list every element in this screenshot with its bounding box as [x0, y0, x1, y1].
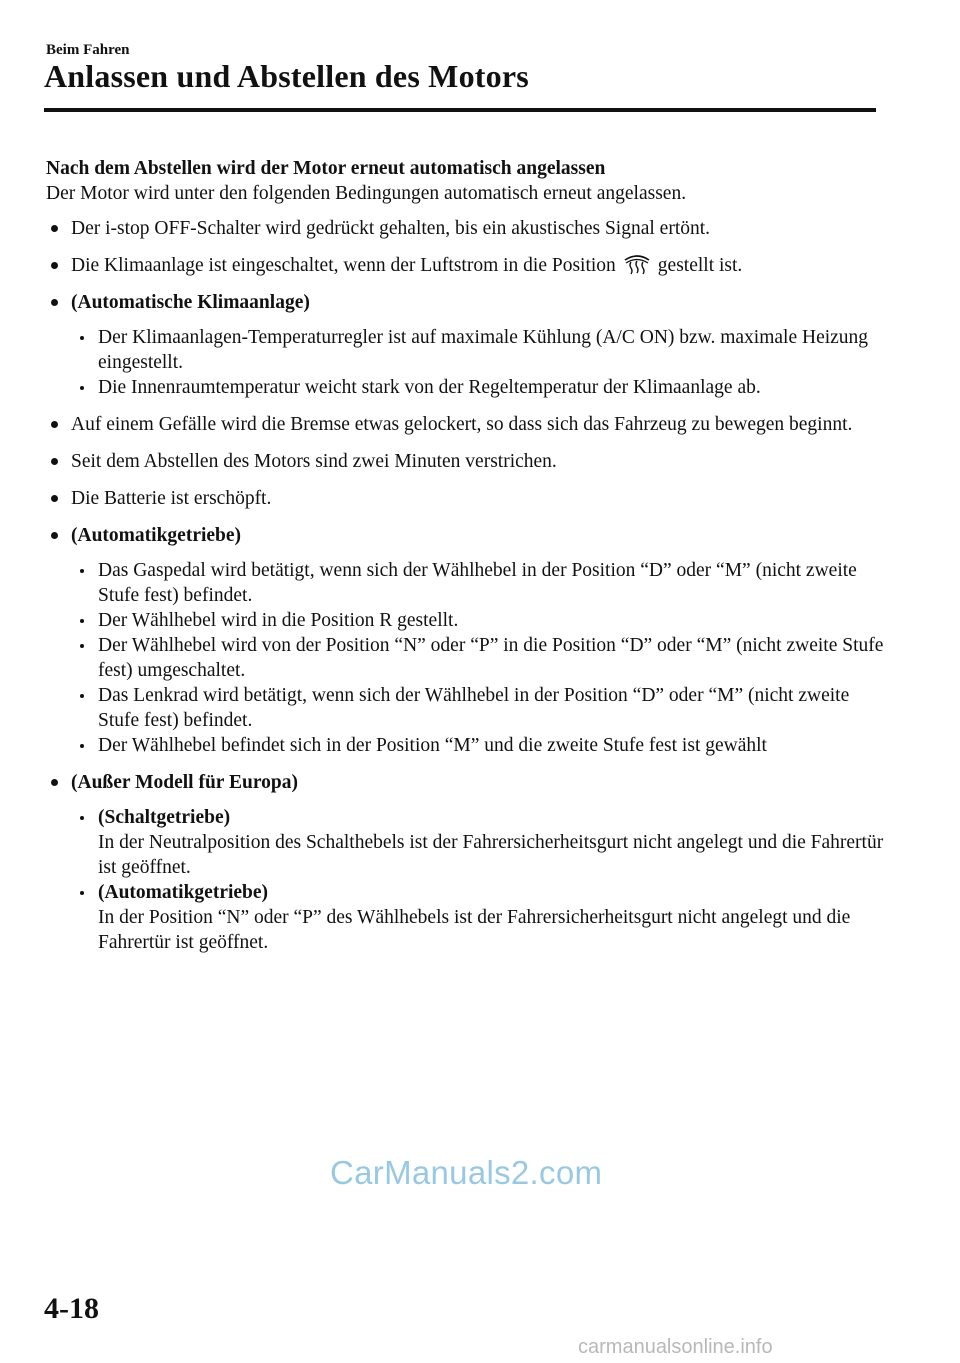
footer-watermark: carmanualsonline.info [578, 1336, 773, 1358]
watermark-logo: CarManuals2.com [330, 1154, 603, 1191]
sub-list [71, 558, 886, 758]
list-item [46, 770, 886, 955]
windshield-defrost-icon [622, 253, 652, 275]
sub-list-item-text: In der Neutralposition des Schalthebels ist der Fahrersicherheitsgurt nicht angelegt und die Fahrertür ist geöffnet. [98, 832, 884, 878]
list-item [46, 253, 886, 278]
list-item-text: Die Klimaanlage ist eingeschaltet, wenn der Luftstrom in die Position [71, 255, 616, 276]
sub-list-item: Der Klimaanlagen-Temperaturregler ist auf maximale Kühlung (A/C ON) bzw. maximale Heizung eingestellt. [71, 325, 886, 375]
list-item [46, 486, 886, 511]
sub-list-item [71, 805, 886, 880]
list-item [46, 449, 886, 474]
sub-list-item: Der Wählhebel wird von der Position “N” oder “P” in die Position “D” oder “M” (nicht zweite Stufe fest) umgeschaltet. [71, 633, 886, 683]
sub-list [71, 805, 886, 955]
intro-paragraph: Der Motor wird unter den folgenden Bedingungen automatisch erneut angelassen. [46, 183, 687, 204]
list-item-label: (Automatische Klimaanlage) [71, 292, 310, 313]
sub-list-item: Das Lenkrad wird betätigt, wenn sich der Wählhebel in der Position “D” oder “M” (nicht zweite Stufe fest) befindet. [71, 683, 886, 733]
list-item [46, 523, 886, 758]
chapter-title: Anlassen und Abstellen des Motors [44, 58, 529, 94]
sub-list [71, 325, 886, 400]
sub-list-item [71, 880, 886, 955]
section-heading: Nach dem Abstellen wird der Motor erneut automatisch angelassen [46, 158, 606, 179]
content-body [46, 156, 886, 967]
sub-list-item-label: (Schaltgetriebe) [98, 807, 231, 828]
sub-list-item-text: In der Position “N” oder “P” des Wählhebels ist der Fahrersicherheitsgurt nicht angelegt und die Fahrertür ist geöffnet. [98, 907, 851, 953]
list-item [46, 216, 886, 241]
list-item-text: Der i-stop OFF-Schalter wird gedrückt gehalten, bis ein akustisches Signal ertönt. [71, 218, 711, 239]
condition-list [46, 216, 886, 955]
list-item-text: Seit dem Abstellen des Motors sind zwei Minuten verstrichen. [71, 451, 557, 472]
sub-list-item: Die Innenraumtemperatur weicht stark von der Regeltemperatur der Klimaanlage ab. [71, 375, 886, 400]
sub-list-item: Der Wählhebel wird in die Position R gestellt. [71, 608, 886, 633]
list-item-text: gestellt ist. [657, 255, 743, 276]
sub-list-item-label: (Automatikgetriebe) [98, 882, 269, 903]
header-divider [44, 108, 876, 112]
sub-list-item: Das Gaspedal wird betätigt, wenn sich der Wählhebel in der Position “D” oder “M” (nicht zweite Stufe fest) befindet. [71, 558, 886, 608]
list-item-text: Auf einem Gefälle wird die Bremse etwas gelockert, so dass sich das Fahrzeug zu bewegen beginnt. [71, 414, 853, 435]
list-item [46, 412, 886, 437]
list-item-label: (Automatikgetriebe) [71, 525, 242, 546]
list-item-text: Die Batterie ist erschöpft. [71, 488, 272, 509]
page-number: 4-18 [44, 1292, 99, 1325]
section-label: Beim Fahren [46, 42, 130, 58]
list-item-label: (Außer Modell für Europa) [71, 772, 298, 793]
list-item [46, 290, 886, 400]
sub-list-item: Der Wählhebel befindet sich in der Position “M” und die zweite Stufe fest ist gewählt [71, 733, 886, 758]
